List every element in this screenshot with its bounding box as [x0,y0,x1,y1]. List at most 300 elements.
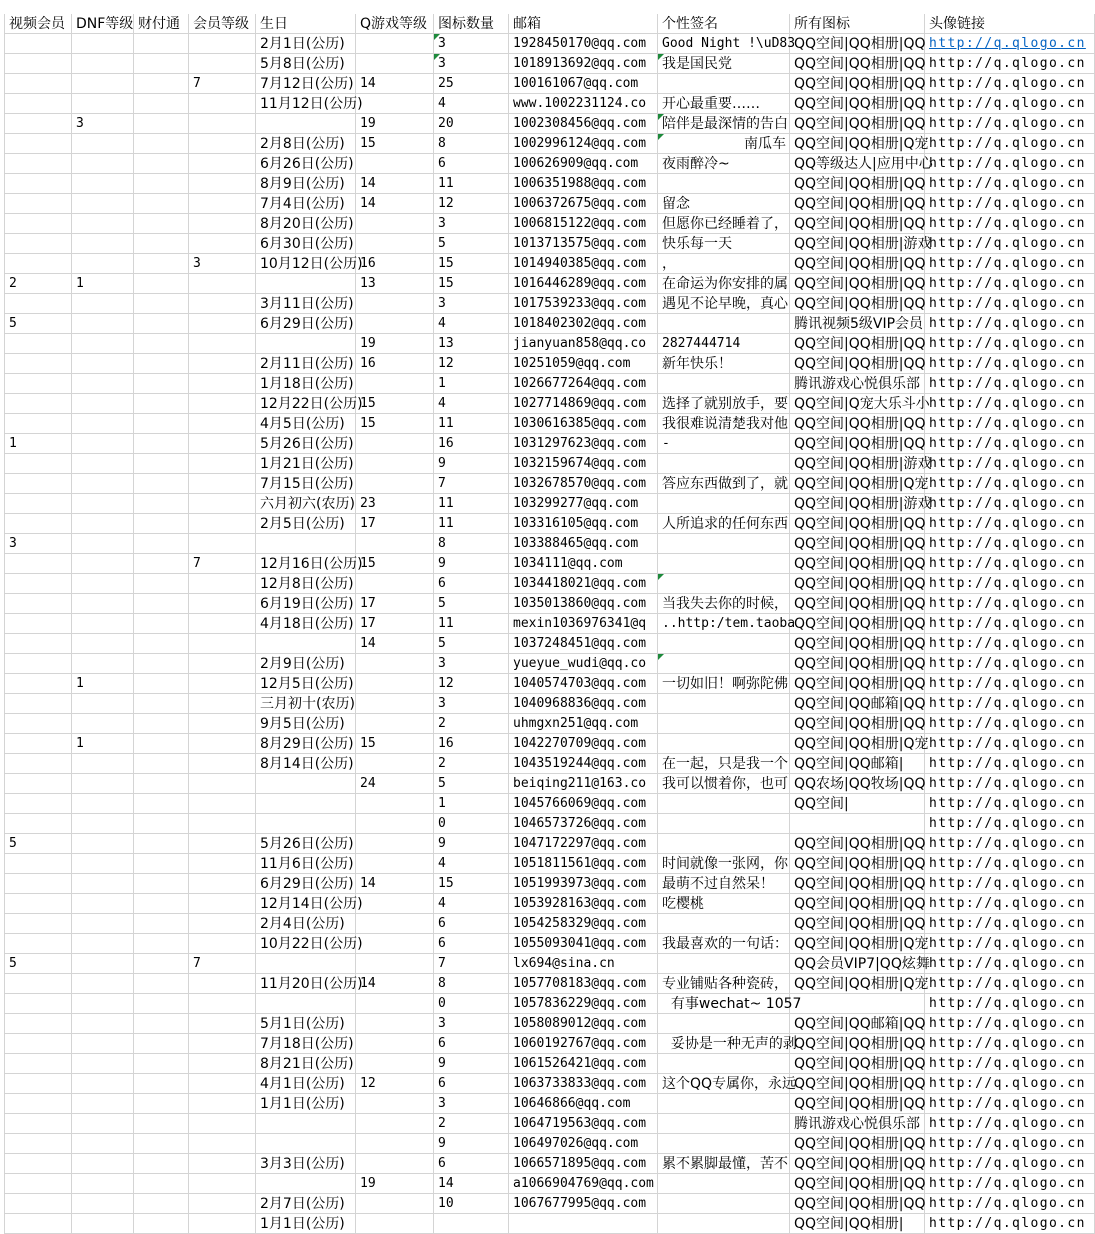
cell[interactable] [189,454,256,474]
avatar-link-text[interactable]: http://q.qlogo.cn [925,1114,1095,1134]
cell[interactable] [72,1074,134,1094]
cell[interactable] [72,154,134,174]
avatar-link-text[interactable]: http://q.qlogo.cn [925,1014,1095,1034]
cell[interactable]: QQ空间|QQ相册|游戏 [790,494,925,514]
cell[interactable]: 1 [434,794,509,814]
cell[interactable]: 留念 [658,194,790,214]
cell[interactable] [134,1214,189,1234]
cell[interactable] [4,694,72,714]
cell[interactable] [72,434,134,454]
cell[interactable] [356,54,434,74]
avatar-link-text[interactable]: http://q.qlogo.cn [925,434,1095,454]
cell[interactable] [134,274,189,294]
cell[interactable]: 4月5日(公历) [256,414,356,434]
cell[interactable] [134,34,189,54]
avatar-link-text[interactable]: http://q.qlogo.cn [925,694,1095,714]
cell[interactable]: 9月5日(公历) [256,714,356,734]
cell[interactable]: Good Night !\uD83 [658,34,790,54]
avatar-link-text[interactable]: http://q.qlogo.cn [925,274,1095,294]
cell[interactable]: QQ空间|QQ邮箱|QQ [790,694,925,714]
cell[interactable]: 12月5日(公历) [256,674,356,694]
cell[interactable]: QQ空间|QQ相册|QQ [790,594,925,614]
cell[interactable] [4,254,72,274]
cell[interactable] [658,914,790,934]
avatar-link-text[interactable]: http://q.qlogo.cn [925,594,1095,614]
cell[interactable]: 20 [434,114,509,134]
cell[interactable]: 100161067@qq.com [509,74,658,94]
avatar-link-text[interactable]: http://q.qlogo.cn [925,874,1095,894]
cell[interactable]: QQ空间|QQ相册|QQ [790,434,925,454]
cell[interactable]: 23 [356,494,434,514]
cell[interactable]: 1月1日(公历) [256,1094,356,1114]
cell[interactable] [189,314,256,334]
cell[interactable]: 新年快乐！ [658,354,790,374]
cell[interactable] [189,1074,256,1094]
cell[interactable]: 1057708183@qq.com [509,974,658,994]
cell[interactable]: www.1002231124.co [509,94,658,114]
cell[interactable] [4,1194,72,1214]
cell[interactable]: QQ空间|QQ相册|QQ [790,174,925,194]
cell[interactable]: 1051811561@qq.com [509,854,658,874]
cell[interactable]: QQ空间|QQ相册|QQ [790,674,925,694]
cell[interactable] [256,114,356,134]
cell[interactable]: 2月1日(公历) [256,34,356,54]
cell[interactable] [134,1014,189,1034]
cell[interactable]: 1060192767@qq.com [509,1034,658,1054]
cell[interactable]: 专业铺贴各种瓷砖， [658,974,790,994]
cell[interactable] [72,954,134,974]
cell[interactable] [256,954,356,974]
cell[interactable]: QQ空间|QQ相册|QQ [790,554,925,574]
cell[interactable]: QQ空间|QQ相册|QQ [790,214,925,234]
cell[interactable]: 3 [189,254,256,274]
cell[interactable]: 在命运为你安排的属 [658,274,790,294]
cell[interactable] [189,834,256,854]
cell[interactable]: 16 [356,354,434,374]
cell[interactable] [134,534,189,554]
cell[interactable] [134,134,189,154]
cell[interactable] [72,34,134,54]
cell[interactable] [134,1134,189,1154]
cell[interactable]: 1042270709@qq.com [509,734,658,754]
cell[interactable] [256,274,356,294]
avatar-link-text[interactable]: http://q.qlogo.cn [925,394,1095,414]
cell[interactable]: 8 [434,974,509,994]
cell[interactable] [658,834,790,854]
cell[interactable] [658,1134,790,1154]
cell[interactable]: 1040968836@qq.com [509,694,658,714]
cell[interactable] [189,174,256,194]
cell[interactable] [658,1094,790,1114]
cell[interactable]: a1066904769@qq.com [509,1174,658,1194]
cell[interactable]: QQ空间|QQ相册|QQ [790,334,925,354]
cell[interactable]: 3 [434,654,509,674]
cell[interactable] [72,874,134,894]
cell[interactable]: 1031297623@qq.com [509,434,658,454]
cell[interactable] [72,554,134,574]
cell[interactable]: QQ空间|QQ相册|QQ [790,354,925,374]
cell[interactable] [134,574,189,594]
avatar-link-text[interactable]: http://q.qlogo.cn [925,1074,1095,1094]
cell[interactable] [134,594,189,614]
cell[interactable]: 1月21日(公历) [256,454,356,474]
cell[interactable] [72,194,134,214]
cell[interactable]: 17 [356,614,434,634]
cell[interactable]: 13 [434,334,509,354]
cell[interactable] [4,634,72,654]
cell[interactable]: 4月18日(公历) [256,614,356,634]
cell[interactable]: yueyue_wudi@qq.co [509,654,658,674]
cell[interactable] [256,534,356,554]
cell[interactable] [134,254,189,274]
cell[interactable] [189,274,256,294]
cell[interactable] [658,734,790,754]
cell[interactable] [4,194,72,214]
cell[interactable] [189,574,256,594]
cell[interactable]: beiqing211@163.co [509,774,658,794]
cell[interactable] [189,534,256,554]
cell[interactable] [134,114,189,134]
cell[interactable] [72,1174,134,1194]
cell[interactable] [72,694,134,714]
avatar-link-text[interactable]: http://q.qlogo.cn [925,234,1095,254]
cell[interactable]: 1063733833@qq.com [509,1074,658,1094]
avatar-link-text[interactable]: http://q.qlogo.cn [925,254,1095,274]
cell[interactable]: 1月1日(公历) [256,1214,356,1234]
cell[interactable] [189,714,256,734]
cell[interactable] [4,134,72,154]
cell[interactable] [356,1134,434,1154]
cell[interactable] [134,934,189,954]
cell[interactable] [4,1014,72,1034]
cell[interactable]: 累不累脚最懂，苦不 [658,1154,790,1174]
cell[interactable]: 2827444714 [658,334,790,354]
avatar-link-text[interactable]: http://q.qlogo.cn [925,134,1095,154]
cell[interactable] [4,1114,72,1134]
cell[interactable]: QQ空间|QQ相册|QQ [790,574,925,594]
cell[interactable] [356,34,434,54]
cell[interactable]: 15 [434,274,509,294]
cell[interactable]: 1014940385@qq.com [509,254,658,274]
cell[interactable]: 5月8日(公历) [256,54,356,74]
cell[interactable]: 6 [434,574,509,594]
cell[interactable]: QQ空间|QQ相册|QQ [790,1194,925,1214]
cell[interactable] [189,354,256,374]
cell[interactable]: QQ空间|Q宠大乐斗小 [790,394,925,414]
cell[interactable]: 7月15日(公历) [256,474,356,494]
cell[interactable]: 1055093041@qq.com [509,934,658,954]
cell[interactable]: 103316105@qq.com [509,514,658,534]
cell[interactable] [256,1174,356,1194]
cell[interactable]: 4月1日(公历) [256,1074,356,1094]
cell[interactable]: QQ空间|QQ相册|QQ [790,714,925,734]
cell[interactable]: 1043519244@qq.com [509,754,658,774]
cell[interactable] [189,414,256,434]
cell[interactable] [4,154,72,174]
avatar-link-text[interactable]: http://q.qlogo.cn [925,354,1095,374]
cell[interactable] [134,174,189,194]
cell[interactable] [189,194,256,214]
cell[interactable] [72,1094,134,1114]
cell[interactable] [256,814,356,834]
cell[interactable] [4,374,72,394]
cell[interactable]: 9 [434,554,509,574]
cell[interactable]: 17 [356,514,434,534]
cell[interactable]: QQ农场|QQ牧场|QQ [790,774,925,794]
cell[interactable]: lx694@sina.cn [509,954,658,974]
avatar-link-text[interactable]: http://q.qlogo.cn [925,774,1095,794]
avatar-link-text[interactable]: http://q.qlogo.cn [925,1054,1095,1074]
cell[interactable]: 5 [4,834,72,854]
cell[interactable] [4,614,72,634]
cell[interactable]: 2 [434,1114,509,1134]
cell[interactable]: 1066571895@qq.com [509,1154,658,1174]
avatar-link-text[interactable]: http://q.qlogo.cn [925,554,1095,574]
cell[interactable] [189,494,256,514]
avatar-link-text[interactable]: http://q.qlogo.cn [925,154,1095,174]
cell[interactable] [134,1094,189,1114]
cell[interactable]: 15 [356,554,434,574]
cell[interactable]: 3 [434,1094,509,1114]
cell[interactable]: 9 [434,1134,509,1154]
cell[interactable] [72,374,134,394]
cell[interactable]: 3 [4,534,72,554]
cell[interactable]: mexin1036976341@q [509,614,658,634]
cell[interactable]: 1058089012@qq.com [509,1014,658,1034]
cell[interactable] [4,914,72,934]
avatar-link-text[interactable]: http://q.qlogo.cn [925,534,1095,554]
cell[interactable] [189,634,256,654]
cell[interactable]: 16 [434,434,509,454]
cell[interactable] [189,1014,256,1034]
avatar-link-text[interactable]: http://q.qlogo.cn [925,194,1095,214]
cell[interactable] [72,454,134,474]
cell[interactable]: 15 [434,254,509,274]
cell[interactable]: 12 [434,674,509,694]
cell[interactable]: 1045766069@qq.com [509,794,658,814]
cell[interactable] [4,594,72,614]
cell[interactable]: 10251059@qq.com [509,354,658,374]
cell[interactable]: QQ会员VIP7|QQ炫舞 [790,954,925,974]
cell[interactable]: 遇见不论早晚，真心 [658,294,790,314]
cell[interactable] [189,994,256,1014]
cell[interactable]: - [658,434,790,454]
cell[interactable] [72,1154,134,1174]
cell[interactable] [72,754,134,774]
cell[interactable] [134,434,189,454]
cell[interactable]: 吃樱桃 [658,894,790,914]
avatar-link-text[interactable]: http://q.qlogo.cn [925,914,1095,934]
cell[interactable] [356,954,434,974]
cell[interactable] [4,714,72,734]
cell[interactable] [4,354,72,374]
cell[interactable]: 10 [434,1194,509,1214]
avatar-link-text[interactable]: http://q.qlogo.cn [925,1134,1095,1154]
cell[interactable] [134,194,189,214]
cell[interactable] [134,1074,189,1094]
cell[interactable]: QQ空间|QQ相册|QQ [790,74,925,94]
cell[interactable] [356,1014,434,1034]
cell[interactable]: 1018402302@qq.com [509,314,658,334]
cell[interactable]: 4 [434,894,509,914]
avatar-link-text[interactable]: http://q.qlogo.cn [925,334,1095,354]
cell[interactable] [4,234,72,254]
cell[interactable] [189,654,256,674]
cell[interactable]: 6月30日(公历) [256,234,356,254]
cell[interactable]: 100626909@qq.com [509,154,658,174]
cell[interactable]: QQ空间|QQ相册|QQ [790,854,925,874]
avatar-link-text[interactable]: http://q.qlogo.cn [925,494,1095,514]
cell[interactable]: 4 [434,314,509,334]
cell[interactable] [356,434,434,454]
cell[interactable] [4,974,72,994]
avatar-link-text[interactable]: http://q.qlogo.cn [925,1094,1095,1114]
cell[interactable] [4,474,72,494]
cell[interactable] [356,1054,434,1074]
cell[interactable] [658,794,790,814]
avatar-link-text[interactable]: http://q.qlogo.cn [925,954,1095,974]
cell[interactable]: 14 [356,194,434,214]
avatar-link-text[interactable]: http://q.qlogo.cn [925,814,1095,834]
cell[interactable]: 9 [434,1054,509,1074]
cell[interactable] [356,294,434,314]
cell[interactable] [189,854,256,874]
cell[interactable] [189,394,256,414]
cell[interactable]: 15 [434,874,509,894]
cell[interactable] [134,894,189,914]
cell[interactable]: 1026677264@qq.com [509,374,658,394]
cell[interactable] [4,574,72,594]
cell[interactable]: QQ空间|QQ相册|QQ [790,534,925,554]
cell[interactable]: 这个QQ专属你，永远 [658,1074,790,1094]
cell[interactable] [189,694,256,714]
cell[interactable]: 3 [434,694,509,714]
cell[interactable] [72,214,134,234]
cell[interactable]: QQ空间|QQ相册|游戏 [790,234,925,254]
avatar-link-text[interactable]: http://q.qlogo.cn [925,674,1095,694]
cell[interactable] [189,1114,256,1134]
cell[interactable] [134,1194,189,1214]
cell[interactable] [189,294,256,314]
cell[interactable]: QQ空间|QQ相册|Q宠 [790,974,925,994]
cell[interactable] [134,554,189,574]
cell[interactable] [658,574,790,594]
cell[interactable]: 1051993973@qq.com [509,874,658,894]
cell[interactable]: QQ空间|QQ相册|QQ [790,274,925,294]
cell[interactable] [189,1154,256,1174]
cell[interactable] [134,1114,189,1134]
cell[interactable] [4,74,72,94]
cell[interactable]: 19 [356,334,434,354]
cell[interactable]: 11月20日(公历) [256,974,356,994]
cell[interactable]: QQ空间|QQ相册| [790,1214,925,1234]
cell[interactable]: 夜雨醉冷~ [658,154,790,174]
cell[interactable] [356,1194,434,1214]
cell[interactable] [4,894,72,914]
cell[interactable] [189,1174,256,1194]
avatar-link-text[interactable]: http://q.qlogo.cn [925,54,1095,74]
cell[interactable]: 7 [189,74,256,94]
column-header[interactable]: 头像链接 [925,14,1095,34]
cell[interactable]: 14 [356,634,434,654]
cell[interactable] [4,554,72,574]
cell[interactable]: 腾讯游戏心悦俱乐部 [790,1114,925,1134]
cell[interactable] [356,754,434,774]
cell[interactable] [134,294,189,314]
cell[interactable] [4,514,72,534]
cell[interactable] [134,314,189,334]
cell[interactable] [4,754,72,774]
cell[interactable]: QQ空间|QQ相册|QQ [790,414,925,434]
cell[interactable] [189,754,256,774]
cell[interactable]: 14 [356,174,434,194]
cell[interactable]: 7月12日(公历) [256,74,356,94]
column-header[interactable]: Q游戏等级 [356,14,434,34]
cell[interactable] [189,674,256,694]
cell[interactable] [134,794,189,814]
cell[interactable] [189,614,256,634]
cell[interactable] [356,1154,434,1174]
cell[interactable]: 14 [434,1174,509,1194]
cell[interactable]: 当我失去你的时候， [658,594,790,614]
cell[interactable]: QQ空间|QQ相册|Q宠 [790,134,925,154]
cell[interactable]: 8 [434,134,509,154]
avatar-link-text[interactable]: http://q.qlogo.cn [925,794,1095,814]
cell[interactable]: 11 [434,494,509,514]
cell[interactable]: 8月9日(公历) [256,174,356,194]
cell[interactable] [509,1214,658,1234]
cell[interactable]: 1034111@qq.com [509,554,658,574]
cell[interactable]: 6 [434,1034,509,1054]
avatar-link-text[interactable]: http://q.qlogo.cn [925,214,1095,234]
cell[interactable] [134,1174,189,1194]
cell[interactable] [658,954,790,974]
cell[interactable]: 六月初六(农历) [256,494,356,514]
cell[interactable]: 7 [189,554,256,574]
cell[interactable]: 9 [434,834,509,854]
cell[interactable]: QQ空间|QQ相册|QQ [790,1054,925,1074]
cell[interactable] [189,1094,256,1114]
cell[interactable]: 17 [356,594,434,614]
cell[interactable]: QQ空间|QQ相册|QQ [790,894,925,914]
cell[interactable]: 10月22日(公历) [256,934,356,954]
avatar-link-text[interactable]: http://q.qlogo.cn [925,1034,1095,1054]
cell[interactable]: ， [658,254,790,274]
cell[interactable]: 14 [356,874,434,894]
cell[interactable]: 3月11日(公历) [256,294,356,314]
cell[interactable] [72,894,134,914]
cell[interactable] [134,914,189,934]
cell[interactable] [72,1214,134,1234]
cell[interactable]: QQ空间|QQ相册|游戏 [790,454,925,474]
cell[interactable]: 6月19日(公历) [256,594,356,614]
cell[interactable]: ..http:/tem.taoba [658,614,790,634]
cell[interactable]: 1006351988@qq.com [509,174,658,194]
cell[interactable] [72,1014,134,1034]
cell[interactable]: 5 [434,634,509,654]
cell[interactable]: 7 [434,954,509,974]
cell[interactable] [189,134,256,154]
avatar-link-text[interactable]: http://q.qlogo.cn [925,1154,1095,1174]
cell[interactable]: 2月4日(公历) [256,914,356,934]
cell[interactable]: QQ空间|QQ相册|Q宠 [790,934,925,954]
column-header[interactable]: 所有图标 [790,14,925,34]
cell[interactable]: 时间就像一张网，你 [658,854,790,874]
cell[interactable] [4,674,72,694]
cell[interactable]: 16 [356,254,434,274]
cell[interactable] [658,1214,790,1234]
cell[interactable]: 12 [356,1074,434,1094]
